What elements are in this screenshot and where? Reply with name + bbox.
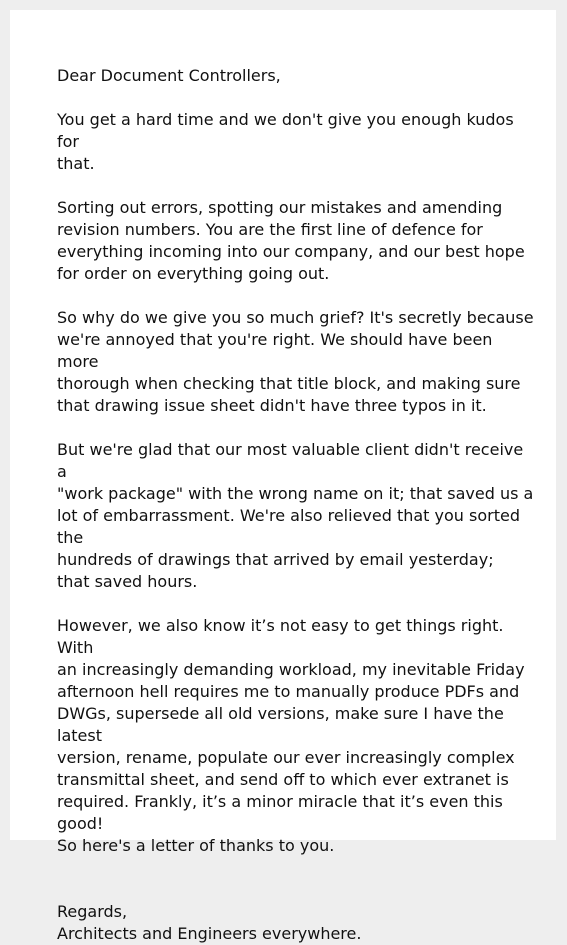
letter-closing: Regards, <box>57 902 128 921</box>
letter-greeting: Dear Document Controllers, <box>57 66 281 85</box>
letter-paragraph-2: Sorting out errors, spotting our mistakes and amending revision numbers. You are the first line of defence for everything incoming into our company, and our best hope for order on everything going out. <box>57 198 525 283</box>
letter-paragraph-5: However, we also know it’s not easy to get things right. With an increasingly demanding workload, my inevitable Friday afternoon hell requires me to manually produce PDFs and DWGs, supersede all old versions, make sure I have the latest version, rename, populate our ever increasingly complex transmittal sheet, and send off to which ever extranet is required. Frankly, it’s a minor miracle that it’s even this good! So here's a letter of thanks to you. <box>57 616 525 855</box>
closing-spacer <box>57 857 536 901</box>
letter-paragraph-4: But we're glad that our most valuable client didn't receive a "work package" with the wrong name on it; that saved us a lot of embarrassment. We're also relieved that you sorted the hundreds of drawings that arrived by email yesterday; that saved hours. <box>57 440 534 591</box>
letter-signature: Architects and Engineers everywhere. <box>57 924 362 943</box>
letter-page <box>10 10 556 943</box>
letter-paragraph-3: So why do we give you so much grief? It's secretly because we're annoyed that you're right. We should have been more thorough when checking that title block, and making sure that drawing issue sheet didn't have three typos in it. <box>57 308 534 415</box>
letter-paragraph-1: You get a hard time and we don't give you enough kudos for that. <box>57 110 514 173</box>
